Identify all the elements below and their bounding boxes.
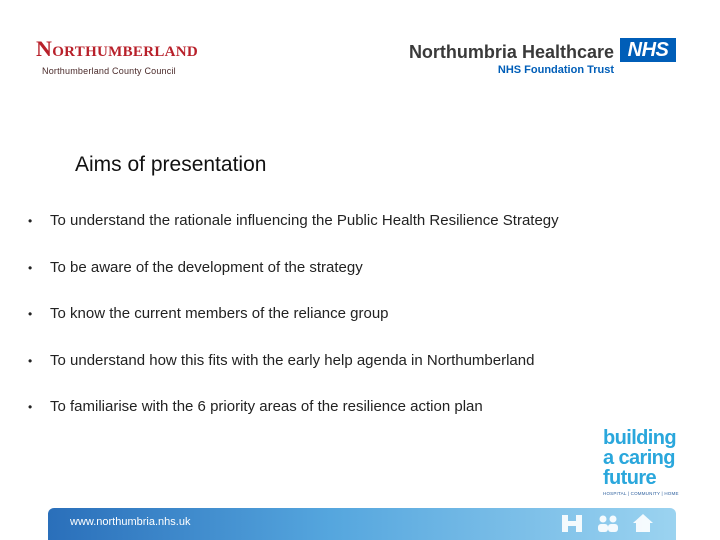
bullet-icon: • <box>28 260 33 275</box>
northumberland-logo-subtitle: Northumberland County Council <box>42 66 176 76</box>
bullet-text: To understand how this fits with the early help agenda in Northumberland <box>50 351 535 369</box>
branding-line: building <box>603 427 676 449</box>
bullet-icon: • <box>28 400 33 414</box>
bullet-text: To understand the rationale influencing the Public Health Resilience Strategy <box>50 212 559 229</box>
northumberland-logo-name: Northumberland <box>36 36 199 61</box>
bullet-text: To familiarise with the 6 priority areas of the resilience action plan <box>50 398 483 415</box>
branding-line: a caring <box>603 447 675 469</box>
bullet-icon: • <box>28 214 33 228</box>
bullet-icon: • <box>28 353 33 368</box>
people-icon <box>596 513 620 538</box>
bullet-text: To know the current members of the reliance group <box>50 305 389 322</box>
bullet-text: To be aware of the development of the strategy <box>50 258 363 276</box>
northumberland-logo <box>36 36 198 76</box>
nhs-logo <box>406 38 676 78</box>
bullet-icon: • <box>28 307 33 321</box>
slide-title: Aims of presentation <box>75 153 267 176</box>
branding-line: future <box>603 467 657 489</box>
nhs-org-name: Northumbria Healthcare <box>408 42 614 62</box>
footer-bar <box>48 508 676 540</box>
branding-tagline: HOSPITAL | COMMUNITY | HOME <box>603 491 679 496</box>
nhs-badge: NHS <box>620 38 676 62</box>
footer-url: www.northumbria.nhs.uk <box>70 516 191 528</box>
home-icon <box>632 513 654 538</box>
building-a-caring-future-logo <box>603 428 683 496</box>
footer-icons <box>553 513 654 535</box>
nhs-trust-name: NHS Foundation Trust <box>497 64 614 76</box>
hospital-icon <box>561 513 583 538</box>
